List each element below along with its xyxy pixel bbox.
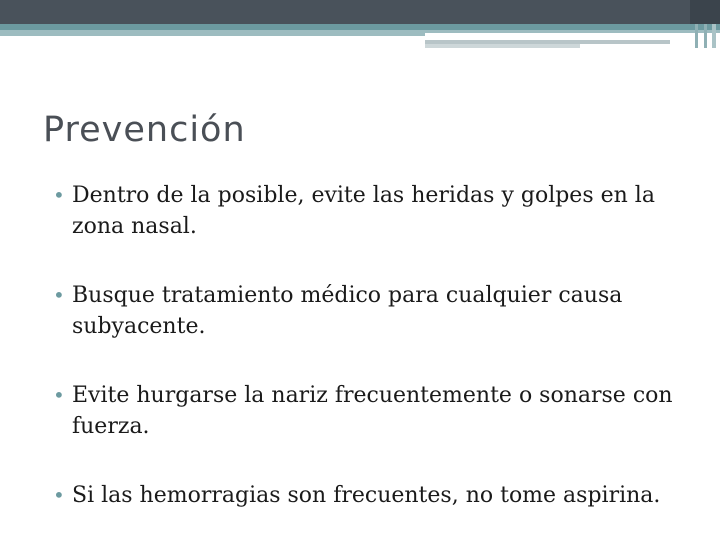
bullet-item bbox=[53, 480, 693, 511]
bullet-text: Dentro de la posible, evite las heridas y golpes en la zona nasal. bbox=[72, 183, 655, 239]
bullet-text: Si las hemorragias son frecuentes, no tome aspirina. bbox=[72, 483, 661, 508]
bullet-dot-icon: • bbox=[53, 383, 65, 407]
header-edge-line bbox=[712, 24, 716, 48]
header-edge-line bbox=[695, 24, 698, 48]
bullet-item bbox=[53, 280, 693, 342]
header-grey-strip-secondary bbox=[425, 44, 580, 48]
header-edge-line bbox=[704, 24, 707, 48]
bullet-item bbox=[53, 380, 693, 442]
bullet-text: Busque tratamiento médico para cualquier causa subyacente. bbox=[72, 283, 623, 339]
header-white-strip bbox=[425, 33, 720, 40]
bullet-list bbox=[53, 180, 693, 511]
slide-title: Prevención bbox=[43, 110, 246, 150]
bullet-dot-icon: • bbox=[53, 283, 65, 307]
bullet-text: Evite hurgarse la nariz frecuentemente o sonarse con fuerza. bbox=[72, 383, 673, 439]
bullet-item bbox=[53, 180, 693, 242]
header-band-accent bbox=[690, 0, 720, 24]
header-band bbox=[0, 0, 720, 24]
bullet-dot-icon: • bbox=[53, 183, 65, 207]
bullet-dot-icon: • bbox=[53, 483, 65, 507]
